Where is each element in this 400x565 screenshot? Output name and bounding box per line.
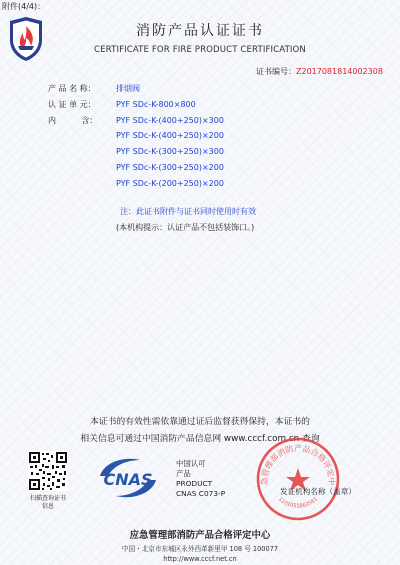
certificate-title-en: CERTIFICATE FOR FIRE PRODUCT CERTIFICATION [94,45,306,55]
validity-statement: 本证书的有效性需依靠通过证后监督获得保持，本证书的 [90,417,310,427]
cnas-line: 中国认可 [176,459,206,468]
contains-item: PYF SDc-K-(400+250)×300 [116,116,224,125]
contains-item: PYF SDc-K-(200+250)×200 [116,179,224,188]
issuer-label: 发证机构名称（盖章） [280,487,356,496]
unit-value: PYF SDc-K-800×800 [116,100,196,109]
cnas-logo-icon [94,456,162,502]
contains-item: PYF SDc-K-(300+250)×300 [116,147,224,156]
cnas-line: 产品 [176,469,191,478]
cnas-accreditation [176,459,256,499]
contains-row [48,115,224,126]
svg-text:1101051862561 [277,496,319,509]
validity-note: 注：此证书附件与证书同时使用时有效 [120,207,256,216]
scope-note: (本机构提示：认证产品不包括装饰口。) [116,223,255,232]
unit-label: 认 证 单 元： [48,100,96,109]
product-name-label: 产 品 名 称： [48,84,96,93]
organization-address: 中国・北京市东城区永外西革新里甲 108 号 100077 [121,545,279,553]
unit-row [48,99,196,110]
qr-code-icon [28,451,68,491]
seal-text: 急管理部消防产品合格评定中 [259,443,337,486]
certificate-number [256,66,383,77]
contains-label: 内 含： [48,116,98,125]
seal-number: 1101051862561 [276,496,320,510]
attachment-label: 附件(4/4)： [2,2,46,11]
product-name-value: 排烟阀 [116,84,140,93]
qr-caption: 扫描查询证书信息 [30,495,67,510]
organization-website: http://www.cccf.net.cn [163,555,237,563]
product-name-row [48,83,140,94]
official-seal-icon [255,436,341,522]
contains-item: PYF SDc-K-(400+250)×200 [116,131,224,140]
contains-item: PYF SDc-K-(300+250)×200 [116,163,224,172]
cnas-logo-text: CNAS [103,470,153,489]
issuing-organization: 应急管理部消防产品合格评定中心 [129,530,271,541]
query-statement: 相关信息可通过中国消防产品信息网 www.cccf.com.cn 查询 [80,434,320,444]
cnas-line: PRODUCT [176,479,213,488]
certificate-number-value: Z2017081814002308 [296,67,383,76]
certificate-number-label: 证书编号： [256,67,296,76]
cnas-line: CNAS C073-P [176,489,226,498]
certificate-title: 消防产品认证证书 [136,23,264,39]
